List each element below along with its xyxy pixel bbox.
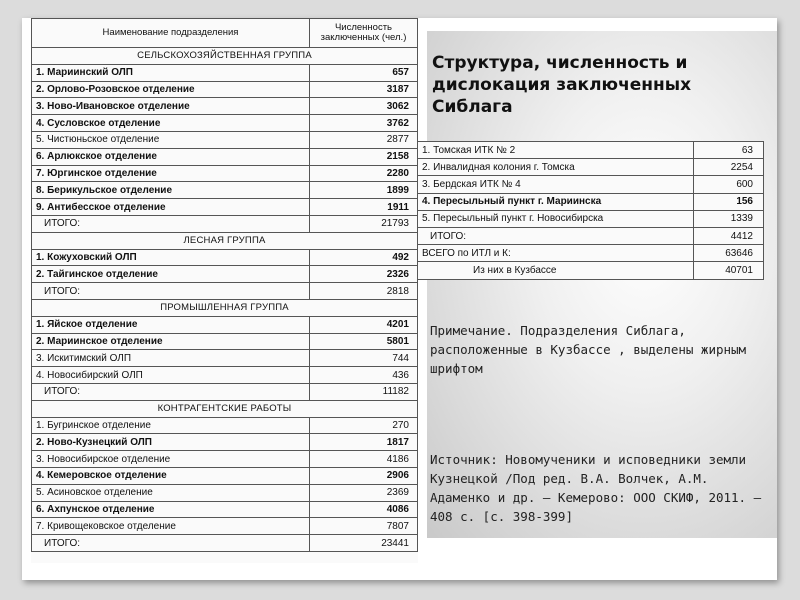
table-row: [32, 165, 418, 182]
unit-name-cell: 6. Арлюкское отделение: [32, 148, 310, 165]
prisoner-count-cell: 40701: [694, 262, 764, 279]
unit-name-cell: 3. Искитимский ОЛП: [32, 350, 310, 367]
unit-name-cell: ИТОГО:: [32, 383, 310, 400]
unit-name-cell: 1. Мариинский ОЛП: [32, 64, 310, 81]
prisoner-count-cell: 492: [310, 249, 418, 266]
unit-name-cell: 7. Кривощековское отделение: [32, 518, 310, 535]
prisoner-count-cell: 21793: [310, 215, 418, 232]
table-row: [32, 182, 418, 199]
prisoner-count-cell: 2158: [310, 148, 418, 165]
unit-name-cell: 1. Яйское отделение: [32, 316, 310, 333]
table-row: [32, 501, 418, 518]
prisoner-count-cell: 3187: [310, 81, 418, 98]
section-header-row: [32, 299, 418, 316]
unit-name-cell: Из них в Кузбассе: [418, 262, 694, 279]
unit-name-cell: 3. Бердская ИТК № 4: [418, 176, 694, 193]
unit-name-cell: 4. Новосибирский ОЛП: [32, 367, 310, 384]
unit-name-cell: ВСЕГО по ИТЛ и К:: [418, 245, 694, 262]
unit-name-cell: 9. Антибесское отделение: [32, 199, 310, 216]
table-row: [32, 81, 418, 98]
note-text: Примечание. Подразделения Сиблага, расположенные в Кузбассе , выделены жирным шрифтом: [430, 323, 747, 376]
table-row: [32, 451, 418, 468]
unit-name-cell: ИТОГО:: [32, 215, 310, 232]
unit-name-cell: 2. Инвалидная колония г. Томска: [418, 159, 694, 176]
prisoner-count-cell: 4412: [694, 227, 764, 244]
prisoner-count-cell: 11182: [310, 383, 418, 400]
left-table: [31, 18, 418, 552]
table-row: [418, 176, 764, 193]
total-row: [32, 215, 418, 232]
unit-name-cell: 3. Ново-Ивановское отделение: [32, 98, 310, 115]
section-title: КОНТРАГЕНТСКИЕ РАБОТЫ: [32, 400, 418, 417]
slide-title: Структура, численность и дислокация заключенных Сиблага: [432, 53, 692, 117]
header-count-cell: Численность заключенных (чел.): [310, 19, 418, 48]
prisoner-count-cell: 600: [694, 176, 764, 193]
prisoner-count-cell: 4086: [310, 501, 418, 518]
right-table: [417, 141, 764, 280]
prisoner-count-cell: 744: [310, 350, 418, 367]
unit-name-cell: 6. Ахпунское отделение: [32, 501, 310, 518]
prisoner-count-cell: 3762: [310, 115, 418, 132]
section-title: ПРОМЫШЛЕННАЯ ГРУППА: [32, 299, 418, 316]
prisoner-count-cell: 4186: [310, 451, 418, 468]
unit-name-cell: 8. Берикульское отделение: [32, 182, 310, 199]
prisoner-count-cell: 436: [310, 367, 418, 384]
unit-name-cell: 2. Мариинское отделение: [32, 333, 310, 350]
unit-name-cell: 2. Орлово-Розовское отделение: [32, 81, 310, 98]
table-row: [32, 199, 418, 216]
prisoner-count-cell: 1899: [310, 182, 418, 199]
table-row: [32, 115, 418, 132]
prisoner-count-cell: 2906: [310, 467, 418, 484]
table-row: [418, 262, 764, 279]
total-row: [32, 283, 418, 300]
total-row: [418, 227, 764, 244]
table-row: [32, 98, 418, 115]
unit-name-cell: ИТОГО:: [32, 283, 310, 300]
table-row: [32, 64, 418, 81]
table-row: [32, 266, 418, 283]
header-name-cell: Наименование подразделения: [32, 19, 310, 48]
unit-name-cell: 4. Кемеровское отделение: [32, 467, 310, 484]
unit-name-cell: 5. Пересыльный пункт г. Новосибирска: [418, 210, 694, 227]
table-row: [32, 518, 418, 535]
unit-name-cell: 4. Пересыльный пункт г. Мариинска: [418, 193, 694, 210]
table-row: [32, 131, 418, 148]
left-table-scan: [31, 18, 418, 563]
prisoner-count-cell: 5801: [310, 333, 418, 350]
unit-name-cell: 5. Асиновское отделение: [32, 484, 310, 501]
prisoner-count-cell: 2369: [310, 484, 418, 501]
section-header-row: [32, 400, 418, 417]
table-row: [32, 316, 418, 333]
table-row: [32, 467, 418, 484]
table-row: [32, 350, 418, 367]
prisoner-count-cell: 156: [694, 193, 764, 210]
prisoner-count-cell: 1911: [310, 199, 418, 216]
table-row: [418, 159, 764, 176]
unit-name-cell: 2. Тайгинское отделение: [32, 266, 310, 283]
prisoner-count-cell: 7807: [310, 518, 418, 535]
prisoner-count-cell: 63646: [694, 245, 764, 262]
prisoner-count-cell: 63: [694, 142, 764, 159]
source-text: Источник: Новомученики и исповедники земли Кузнецкой /Под ред. В.А. Волчек, А.М. Адаменко и др. – Кемерово: ООО СКИФ, 2011. – 408 с. [с. 398-399]: [430, 452, 762, 524]
prisoner-count-cell: 2818: [310, 283, 418, 300]
table-row: [32, 249, 418, 266]
table-row: [32, 484, 418, 501]
unit-name-cell: 4. Сусловское отделение: [32, 115, 310, 132]
prisoner-count-cell: 2254: [694, 159, 764, 176]
table-row: [418, 210, 764, 227]
table-row: [32, 417, 418, 434]
prisoner-count-cell: 1339: [694, 210, 764, 227]
unit-name-cell: ИТОГО:: [418, 227, 694, 244]
unit-name-cell: 2. Ново-Кузнецкий ОЛП: [32, 434, 310, 451]
total-row: [32, 383, 418, 400]
prisoner-count-cell: 1817: [310, 434, 418, 451]
table-row: [32, 148, 418, 165]
prisoner-count-cell: 3062: [310, 98, 418, 115]
section-header-row: [32, 232, 418, 249]
unit-name-cell: 7. Юргинское отделение: [32, 165, 310, 182]
prisoner-count-cell: 270: [310, 417, 418, 434]
table-row: [32, 367, 418, 384]
prisoner-count-cell: 2877: [310, 131, 418, 148]
section-title: ЛЕСНАЯ ГРУППА: [32, 232, 418, 249]
unit-name-cell: ИТОГО:: [32, 535, 310, 552]
table-row: [418, 245, 764, 262]
unit-name-cell: 1. Кожуховский ОЛП: [32, 249, 310, 266]
section-title: СЕЛЬСКОХОЗЯЙСТВЕННАЯ ГРУППА: [32, 48, 418, 65]
prisoner-count-cell: 4201: [310, 316, 418, 333]
table-row: [418, 193, 764, 210]
prisoner-count-cell: 2280: [310, 165, 418, 182]
prisoner-count-cell: 657: [310, 64, 418, 81]
total-row: [32, 535, 418, 552]
unit-name-cell: 5. Чистюньское отделение: [32, 131, 310, 148]
table-row: [418, 142, 764, 159]
unit-name-cell: 1. Томская ИТК № 2: [418, 142, 694, 159]
unit-name-cell: 1. Бугринское отделение: [32, 417, 310, 434]
unit-name-cell: 3. Новосибирское отделение: [32, 451, 310, 468]
slide: [22, 18, 777, 580]
right-table-scan: [417, 141, 764, 280]
prisoner-count-cell: 2326: [310, 266, 418, 283]
table-row: [32, 434, 418, 451]
section-header-row: [32, 48, 418, 65]
table-header-row: [32, 19, 418, 48]
prisoner-count-cell: 23441: [310, 535, 418, 552]
table-row: [32, 333, 418, 350]
